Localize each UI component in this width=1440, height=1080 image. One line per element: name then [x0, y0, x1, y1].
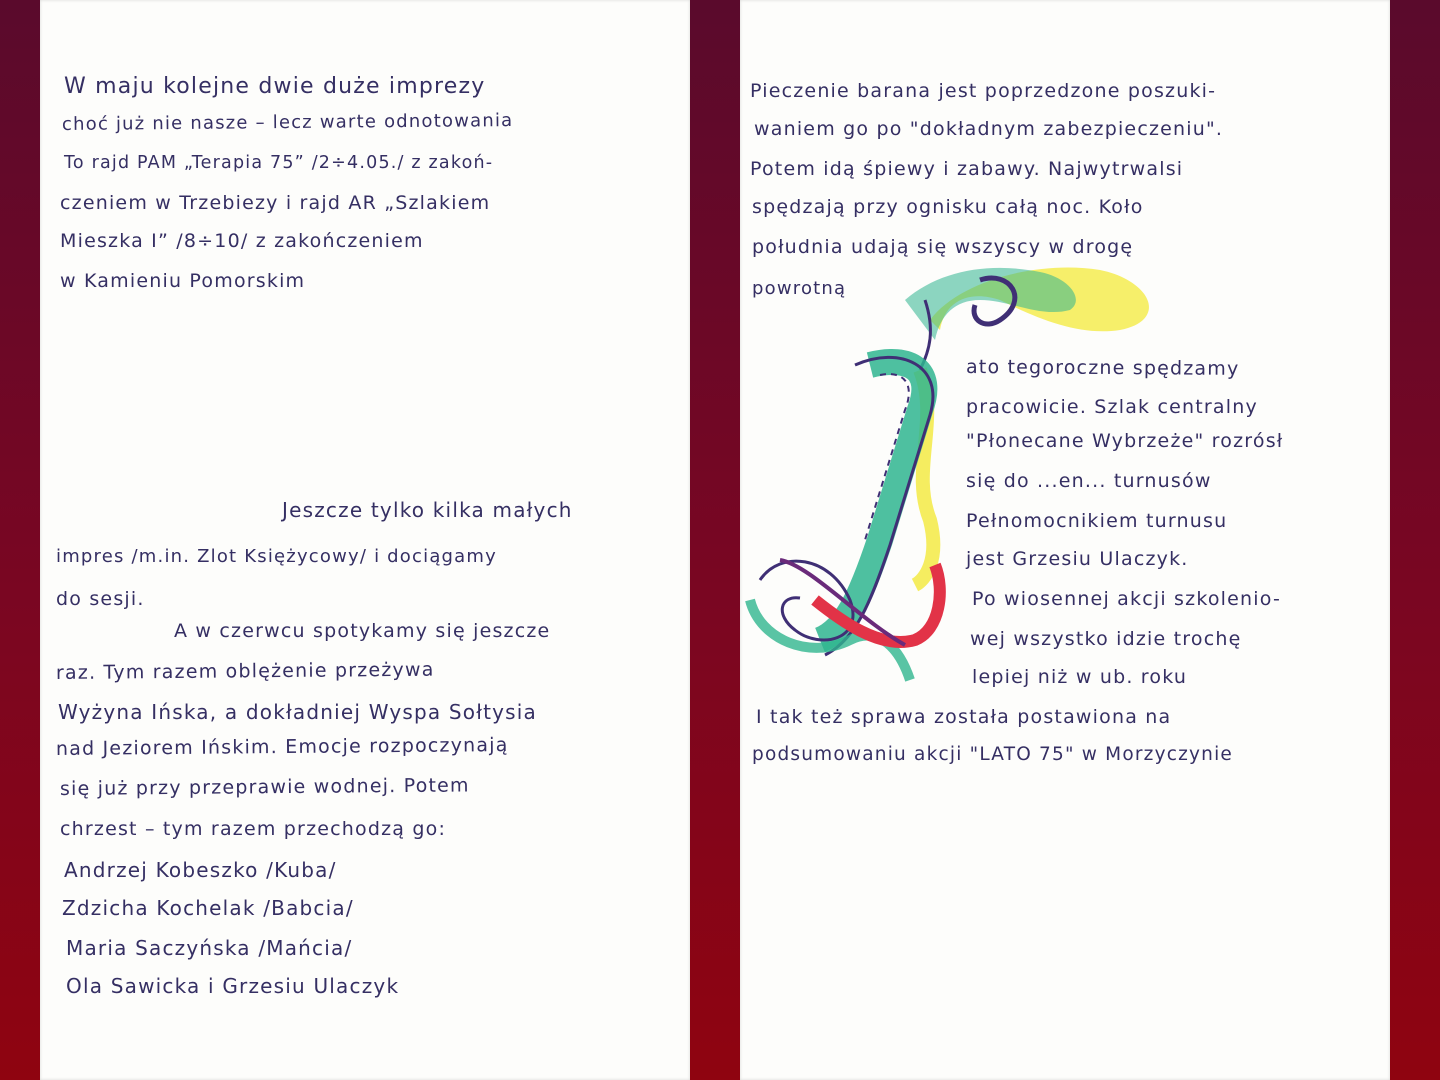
- right-line-4: spędzają przy ognisku całą noc. Koło: [752, 196, 1144, 218]
- right-line-15: lepiej niż w ub. roku: [972, 666, 1188, 688]
- left-line-3: To rajd PAM „Terapia 75” /2÷4.05./ z zakoń-: [64, 153, 494, 173]
- left-line-19: Ola Sawicka i Grzesiu Ulaczyk: [66, 974, 400, 998]
- right-line-13: Po wiosennej akcji szkolenio-: [972, 588, 1282, 610]
- left-line-15: chrzest – tym razem przechodzą go:: [60, 818, 447, 840]
- left-line-17: Zdzicha Kochelak /Babcia/: [62, 896, 354, 920]
- right-line-9: "Płonecane Wybrzeże" rozrósł: [966, 430, 1284, 452]
- left-line-7: Jeszcze tylko kilka małych: [282, 498, 573, 522]
- torch-shaft-teal: [820, 362, 924, 640]
- left-line-5: Mieszka I” /8÷10/ z zakończeniem: [60, 230, 424, 252]
- right-line-7: ato tegoroczne spędzamy: [965, 356, 1240, 380]
- right-line-17: podsumowaniu akcji "LATO 75" w Morzyczynie: [752, 744, 1233, 765]
- right-line-11: Pełnomocnikiem turnusu: [966, 510, 1228, 532]
- right-line-14: wej wszystko idzie trochę: [970, 628, 1242, 650]
- left-line-14: się już przy przeprawie wodnej. Potem: [59, 774, 470, 800]
- left-line-2: choć już nie nasze – lecz warte odnotowania: [61, 110, 514, 135]
- right-line-2: waniem go po "dokładnym zabezpieczeniu".: [754, 118, 1224, 140]
- right-line-1: Pieczenie barana jest poprzedzone poszuki-: [750, 80, 1217, 102]
- left-line-6: w Kamieniu Pomorskim: [60, 270, 306, 292]
- right-line-8: pracowicie. Szlak centralny: [966, 396, 1258, 418]
- left-line-9: do sesji.: [56, 588, 145, 610]
- left-line-16: Andrzej Kobeszko /Kuba/: [64, 858, 337, 882]
- left-line-10: A w czerwcu spotykamy się jeszcze: [174, 620, 551, 642]
- right-line-10: się do ...en... turnusów: [966, 470, 1212, 492]
- left-line-4: czeniem w Trzebiezy i rajd AR „Szlakiem: [60, 192, 491, 214]
- right-line-12: jest Grzesiu Ulaczyk.: [966, 548, 1189, 570]
- right-line-3: Potem idą śpiewy i zabawy. Najwytrwalsi: [750, 158, 1184, 180]
- right-line-16: I tak też sprawa została postawiona na: [756, 706, 1172, 728]
- left-line-18: Maria Saczyńska /Mańcia/: [66, 936, 353, 960]
- left-line-12: Wyżyna Ińska, a dokładniej Wyspa Sołtysia: [58, 700, 538, 724]
- left-line-11: raz. Tym razem oblężenie przeżywa: [55, 658, 435, 684]
- right-notebook-page: [740, 0, 1390, 1080]
- left-line-8: impres /m.in. Zlot Księżycowy/ i dociągamy: [56, 546, 497, 567]
- right-line-6: powrotną: [752, 278, 847, 299]
- left-line-1: W maju kolejne dwie duże imprezy: [64, 74, 486, 99]
- left-notebook-page: [40, 0, 690, 1080]
- left-line-13: nad Jeziorem Ińskim. Emocje rozpoczynają: [55, 734, 509, 760]
- right-line-5: południa udają się wszyscy w drogę: [752, 236, 1134, 258]
